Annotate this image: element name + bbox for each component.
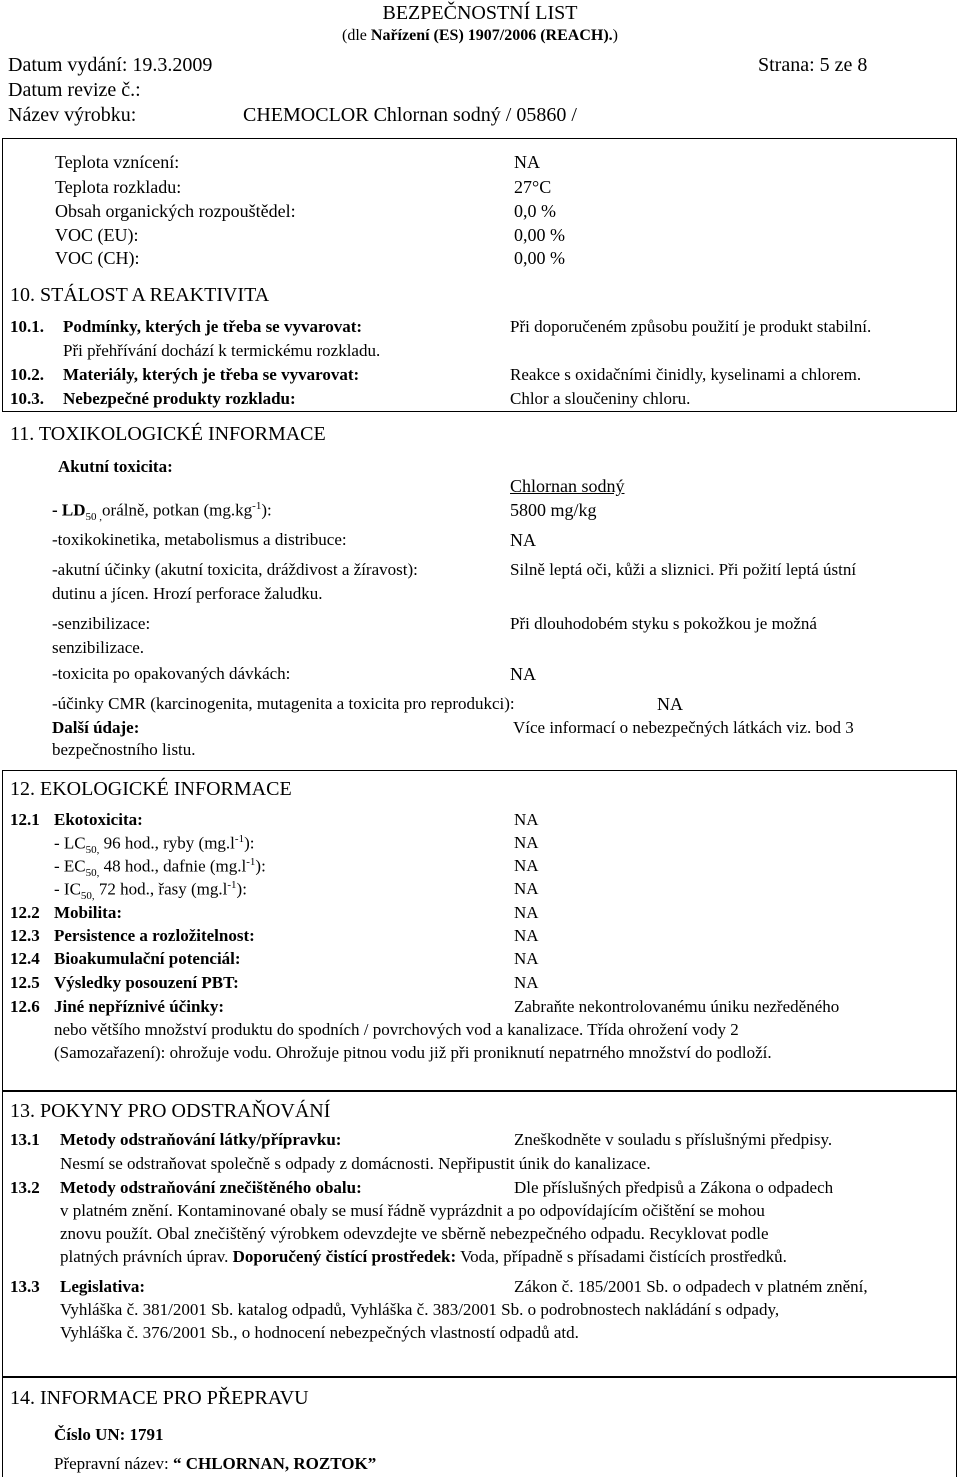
item-continuation: nebo většího množství produktu do spodních / povrchových vod a kanalizace. Třída ohrožení vody 2 [54,1020,739,1039]
substance-name: Chlornan sodný [510,476,625,496]
more-info-value: Více informací o nebezpečných látkách viz. bod 3 [513,718,854,737]
item-value: NA [514,949,539,968]
ic-sup: -1 [227,879,237,891]
product-label: Název výrobku: [8,104,137,126]
item-number: 10.2. [10,365,44,384]
item-value: Zneškodněte v souladu s příslušnými předpisy. [514,1130,833,1149]
un-number: Číslo UN: 1791 [54,1425,164,1444]
item-label: Výsledky posouzení PBT: [54,973,239,992]
item-value: Zákon č. 185/2001 Sb. o odpadech v platném znění, [514,1277,868,1296]
item-value: NA [514,973,539,992]
ec50-value: NA [514,856,539,875]
acute-effects-label: -akutní účinky (akutní toxicita, dráždivost a žíravost): [52,560,418,579]
ld-sup: -1 [252,500,262,512]
item-label: Jiné nepříznivé účinky: [54,997,225,1016]
item-value: Zabraňte nekontrolovanému úniku nezředěného [514,997,840,1016]
section-11-title: 11. TOXIKOLOGICKÉ INFORMACE [10,423,326,445]
ec50-label [54,856,266,879]
item-value: Chlor a sloučeniny chloru. [510,389,691,408]
item-continuation: Vyhláška č. 376/2001 Sb., o hodnocení nebezpečných vlastností odpadů atd. [60,1323,579,1342]
item-label: Materiály, kterých je třeba se vyvarovat: [63,365,360,384]
item-value: NA [514,810,539,829]
item-label: Metody odstraňování látky/přípravku: [60,1130,342,1149]
lc50-label [54,833,254,856]
sensitization-continuation: senzibilizace. [52,638,145,657]
item-number: 13.1 [10,1130,40,1149]
ec-suffix: ): [255,856,266,876]
item-continuation: v platném znění. Kontaminované obaly se musí řádně vyprázdnit a po odpovídajícím očištění se mohou [60,1201,765,1220]
item-value: Při doporučeném způsobu použití je produkt stabilní. [510,317,872,336]
document-title: BEZPEČNOSTNÍ LIST [382,2,578,24]
item-continuation: Při přehřívání dochází k termickému rozkladu. [63,341,381,360]
item-label: Ekotoxicita: [54,810,143,829]
section-12-title: 12. EKOLOGICKÉ INFORMACE [10,778,292,800]
item-number: 12.5 [10,973,40,992]
lc50-value: NA [514,833,539,852]
lc-prefix: - LC [54,833,86,853]
section-14-title: 14. INFORMACE PRO PŘEPRAVU [10,1387,309,1409]
page-number: Strana: 5 ze 8 [758,54,868,76]
more-info-continuation: bezpečnostního listu. [52,740,196,759]
lc-mid: 96 hod., ryby (mg.l [99,833,235,853]
section-13-title: 13. POKYNY PRO ODSTRAŇOVÁNÍ [10,1100,331,1122]
cmr-label: -účinky CMR (karcinogenita, mutagenita a toxicita pro reprodukci): [52,694,515,713]
item-value: Dle příslušných předpisů a Zákona o odpadech [514,1178,834,1197]
item-label: Persistence a rozložitelnost: [54,926,255,945]
shipping-name-label: Přepravní název: [54,1454,173,1473]
ic50-value: NA [514,879,539,898]
cmr-value: NA [657,694,683,714]
lc-sup: -1 [234,833,245,845]
item-label: Legislativa: [60,1277,145,1296]
prop-value: NA [514,152,540,172]
ic-prefix: - IC [54,879,81,899]
item-value: NA [514,926,539,945]
prop-label: Obsah organických rozpouštědel: [55,201,296,221]
item-label: Nebezpečné produkty rozkladu: [63,389,296,408]
ic-sub: 50, [80,890,95,903]
prop-label: Teplota rozkladu: [55,177,182,197]
product-name: CHEMOCLOR Chlornan sodný / 05860 / [243,104,577,126]
revision-date: Datum revize č.: [8,79,141,101]
document-subtitle [0,27,960,45]
item-continuation: (Samozařazení): ohrožuje vodu. Ohrožuje pitnou vodu již při proniknutí nepatrného množství do podloží. [54,1043,772,1062]
item-number: 10.1. [10,317,44,336]
section-10-title: 10. STÁLOST A REAKTIVITA [10,284,270,306]
ld50-value: 5800 mg/kg [510,500,597,520]
prop-value: 27°C [514,177,552,197]
ic-mid: 72 hod., řasy (mg.l [94,879,228,899]
item-value: Reakce s oxidačními činidly, kyselinami a chlorem. [510,365,862,384]
subtitle-prefix: (dle [342,27,371,44]
ec-mid: 48 hod., dafnie (mg.l [99,856,247,876]
shipping-name-value: “ CHLORNAN, ROZTOK” [172,1454,377,1473]
item-continuation: Vyhláška č. 381/2001 Sb. katalog odpadů, Vyhláška č. 383/2001 Sb. o podrobnostech nakládání s odpady, [60,1300,780,1319]
item-label: Bioakumulační potenciál: [54,949,241,968]
item-label: Podmínky, kterých je třeba se vyvarovat: [63,317,363,336]
ld-mid: orálně, potkan (mg.kg [102,500,253,520]
item-number: 12.3 [10,926,40,945]
item-continuation: znovu použít. Obal znečištěný výrobkem odevzdejte ve sběrně nebezpečného odpadu. Recyklovat podle [60,1224,769,1243]
item-number: 10.3. [10,389,44,408]
prop-label: VOC (CH): [55,248,140,268]
acute-effects-continuation: dutinu a jícen. Hrozí perforace žaludku. [52,584,323,603]
ld-suffix: ): [261,500,272,520]
item-label: Mobilita: [54,903,122,922]
item-number: 12.1 [10,810,40,829]
sensitization-label: -senzibilizace: [52,614,151,633]
lc-sub: 50, [85,844,100,857]
ec-sub: 50, [85,867,100,880]
more-info-label: Další údaje: [52,718,140,737]
sensitization-value: Při dlouhodobém styku s pokožkou je možná [510,614,817,633]
shipping-name [54,1454,376,1474]
prop-label: VOC (EU): [55,225,139,245]
subtitle-regulation: Nařízení (ES) 1907/2006 (REACH). [370,27,613,44]
item-number: 13.3 [10,1277,40,1296]
repeated-dose-value: NA [510,664,536,684]
ec-sup: -1 [246,856,256,868]
repeated-dose-label: -toxicita po opakovaných dávkách: [52,664,291,683]
item-label: Metody odstraňování znečištěného obalu: [60,1178,362,1197]
acute-toxicity-label: Akutní toxicita: [58,457,173,476]
prop-value: 0,00 % [514,248,565,268]
text-run: Voda, případně s přísadami čistících prostředků. [456,1247,787,1266]
text-run: platných právních úprav. [60,1247,233,1266]
item-number: 12.4 [10,949,40,968]
ld50-label [52,500,272,523]
lc-suffix: ): [244,833,255,853]
acute-effects-value: Silně leptá oči, kůži a sliznici. Při požití leptá ústní [510,560,857,579]
toxicokinetics-label: -toxikokinetika, metabolismus a distribuce: [52,530,347,549]
ic-suffix: ): [236,879,247,899]
cleaning-agent-label: Doporučený čistící prostředek: [232,1247,457,1266]
item-continuation: Nesmí se odstraňovat společně s odpady z domácnosti. Nepřipustit únik do kanalizace. [60,1154,651,1173]
item-number: 12.2 [10,903,40,922]
prop-value: 0,00 % [514,225,565,245]
item-number: 12.6 [10,997,40,1016]
item-continuation [60,1247,787,1267]
toxicokinetics-value: NA [510,530,536,550]
prop-label: Teplota vznícení: [55,152,180,172]
ld-prefix: - LD [52,500,86,520]
ic50-label [54,879,247,902]
ec-prefix: - EC [54,856,86,876]
issue-date: Datum vydání: 19.3.2009 [8,54,213,76]
item-value: NA [514,903,539,922]
prop-value: 0,0 % [514,201,556,221]
ld-sub: 50 , [85,511,103,524]
item-number: 13.2 [10,1178,40,1197]
subtitle-suffix: ) [612,27,618,44]
